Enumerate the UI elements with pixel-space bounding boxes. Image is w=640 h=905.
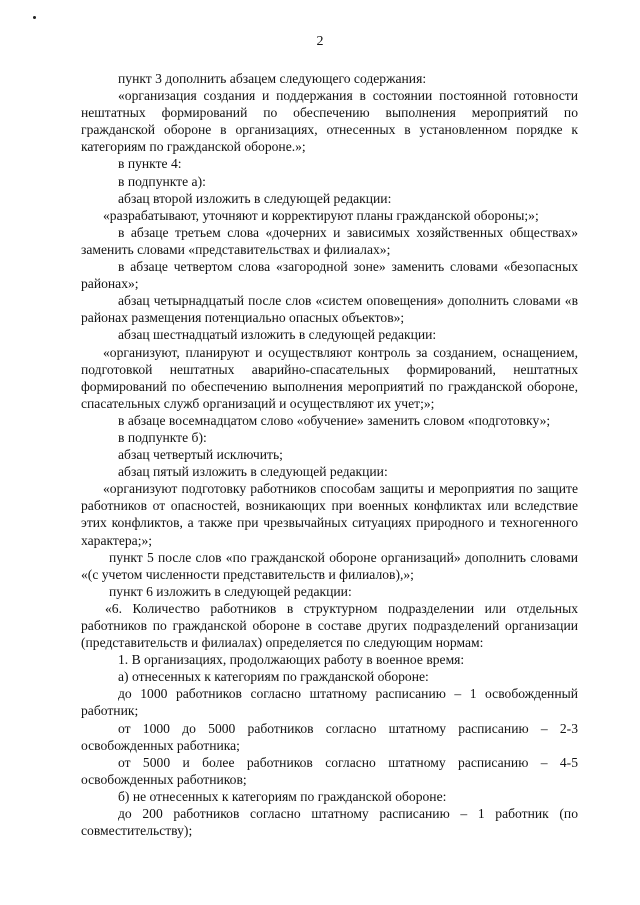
paragraph: в подпункте б): [118, 429, 207, 445]
paragraph: пункт 6 изложить в следующей редакции: [109, 583, 352, 599]
paragraph: до 1000 работников согласно штатному расписанию – 1 освобожденный работник; [81, 686, 578, 719]
paragraph: абзац второй изложить в следующей редакции: [118, 190, 392, 206]
paragraph: пункт 5 после слов «по гражданской обороне организаций» дополнить словами «(с учетом численности представительств и филиалов),»; [81, 549, 578, 582]
paragraph: абзац шестнадцатый изложить в следующей редакции: [118, 327, 437, 343]
paragraph: в абзаце третьем слова «дочерних и зависимых хозяйственных обществах» заменить словами «представительствах и филиалах»; [81, 224, 578, 257]
paragraph: в абзаце восемнадцатом слово «обучение» заменить словом «подготовку»; [118, 412, 551, 428]
scan-speck [33, 16, 36, 19]
paragraph: «6. Количество работников в структурном подразделении или отдельных работников по гражданской обороне в составе других подразделений организации (представительств и филиалах) определяется по следующим нормам: [81, 600, 578, 651]
paragraph: от 5000 и более работников согласно штатному расписанию – 4-5 освобожденных работников; [81, 754, 578, 787]
paragraph: «разрабатывают, уточняют и корректируют планы гражданской обороны;»; [103, 207, 539, 223]
paragraph: пункт 3 дополнить абзацем следующего содержания: [118, 71, 427, 86]
paragraph: б) не отнесенных к категориям по гражданской обороне: [118, 788, 447, 804]
paragraph: абзац пятый изложить в следующей редакции: [118, 464, 388, 480]
paragraph: а) отнесенных к категориям по гражданской обороне: [118, 669, 429, 685]
paragraph: «организация создания и поддержания в состоянии постоянной готовности нештатных формирований по обеспечению выполнения мероприятий по гражданской обороне в организациях, отнесенных в установленном порядке к категориям по гражданской обороне.»; [81, 88, 578, 155]
paragraph: «организуют подготовку работников способам защиты и мероприятия по защите работников от опасностей, возникающих при военных конфликтах или вследствие этих конфликтов, а также при чрезвычайных ситуациях природного и техногенного характера;»; [81, 481, 578, 548]
paragraph: в пункте 4: [118, 156, 182, 172]
paragraph: до 200 работников согласно штатному расписанию – 1 работник (по совместительству); [81, 806, 578, 839]
paragraph: 1. В организациях, продолжающих работу в военное время: [118, 652, 465, 668]
paragraph: в подпункте а): [118, 173, 206, 189]
paragraph: в абзаце четвертом слова «загородной зоне» заменить словами «безопасных районах»; [81, 259, 578, 292]
paragraph: абзац четвертый исключить; [118, 447, 283, 463]
paragraph: от 1000 до 5000 работников согласно штатному расписанию – 2-3 освобожденных работника; [81, 720, 578, 753]
paragraph: «организуют, планируют и осуществляют контроль за созданием, оснащением, подготовкой нештатных аварийно-спасательных формирований, нештатных формирований по обеспечению выполнения мероприятий по гражданской обороне, спасательных служб организаций и осуществляют их учет;»; [81, 344, 578, 411]
page-number: 2 [316, 34, 324, 49]
paragraph: абзац четырнадцатый после слов «систем оповещения» дополнить словами «в районах размещения потенциально опасных объектов»; [81, 293, 578, 326]
document-body [81, 70, 578, 839]
